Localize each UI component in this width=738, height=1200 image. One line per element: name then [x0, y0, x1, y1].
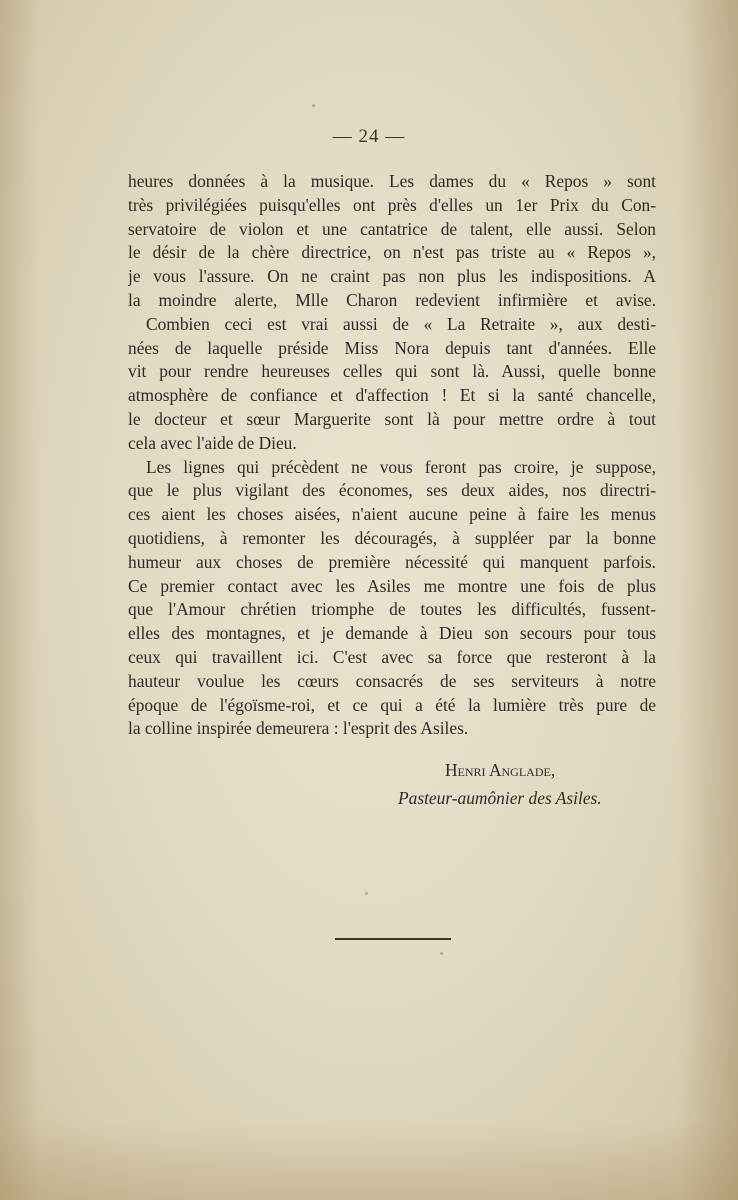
text-line: ces aient les choses aisées, n'aient aucune peine à faire les menus	[128, 504, 656, 525]
text-line: servatoire de violon et une cantatrice de talent, elle aussi. Selon	[128, 218, 656, 239]
paper-speck	[440, 952, 443, 955]
text-line: heures données à la musique. Les dames du « Repos » sont	[128, 171, 656, 191]
text-line: que l'Amour chrétien triomphe de toutes les difficultés, fussent-	[128, 599, 656, 620]
page-number: — 24 —	[332, 126, 406, 147]
text-line: le désir de la chère directrice, on n'est pas triste au « Repos »,	[128, 242, 656, 263]
text-line: quotidiens, à remonter les découragés, à suppléer par la bonne	[128, 527, 656, 548]
text-line: je vous l'assure. On ne craint pas non plus les indispositions. A	[128, 266, 656, 287]
text-line: humeur aux choses de première nécessité qui manquent parfois.	[128, 551, 656, 572]
text-line: très privilégiées puisqu'elles ont près d'elles un 1er Prix du Con-	[128, 194, 656, 215]
signature-name-text: Henri Anglade,	[445, 760, 556, 780]
paper-speck	[365, 892, 368, 895]
text-line: elles des montagnes, et je demande à Dieu son secours pour tous	[128, 623, 656, 644]
text-line: vit pour rendre heureuses celles qui sont là. Aussi, quelle bonne	[128, 361, 656, 382]
page-edge-shadow-bottom	[0, 1120, 738, 1200]
page-edge-shadow-left	[0, 0, 40, 1200]
text-line: la moindre alerte, Mlle Charon redevient infirmière et avise.	[128, 289, 656, 310]
text-line: Ce premier contact avec les Asiles me montre une fois de plus	[128, 575, 656, 596]
text-line: ceux qui travaillent ici. C'est avec sa force que resteront à la	[128, 646, 656, 667]
paper-speck	[312, 104, 315, 107]
page-edge-shadow-right	[678, 0, 738, 1200]
text-line: le docteur et sœur Marguerite sont là pour mettre ordre à tout	[128, 408, 656, 429]
signature-name	[445, 760, 555, 781]
text-line: cela avec l'aide de Dieu.	[128, 432, 297, 453]
text-line: époque de l'égoïsme-roi, et ce qui a été la lumière très pure de	[128, 694, 656, 715]
signature-title: Pasteur-aumônier des Asiles.	[398, 788, 602, 808]
text-line: Combien ceci est vrai aussi de « La Retraite », aux desti-	[146, 313, 656, 334]
body-text	[128, 170, 656, 741]
text-line: hauteur voulue les cœurs consacrés de ses serviteurs à notre	[128, 670, 656, 691]
text-line: atmosphère de confiance et d'affection ! Et si la santé chancelle,	[128, 385, 656, 406]
text-line: la colline inspirée demeurera : l'esprit des Asiles.	[128, 718, 469, 739]
end-rule	[335, 938, 451, 940]
text-line: nées de laquelle préside Miss Nora depuis tant d'années. Elle	[128, 337, 656, 358]
text-line: que le plus vigilant des économes, ses deux aides, nos directri-	[128, 480, 656, 501]
text-line: Les lignes qui précèdent ne vous feront pas croire, je suppose,	[146, 456, 656, 477]
